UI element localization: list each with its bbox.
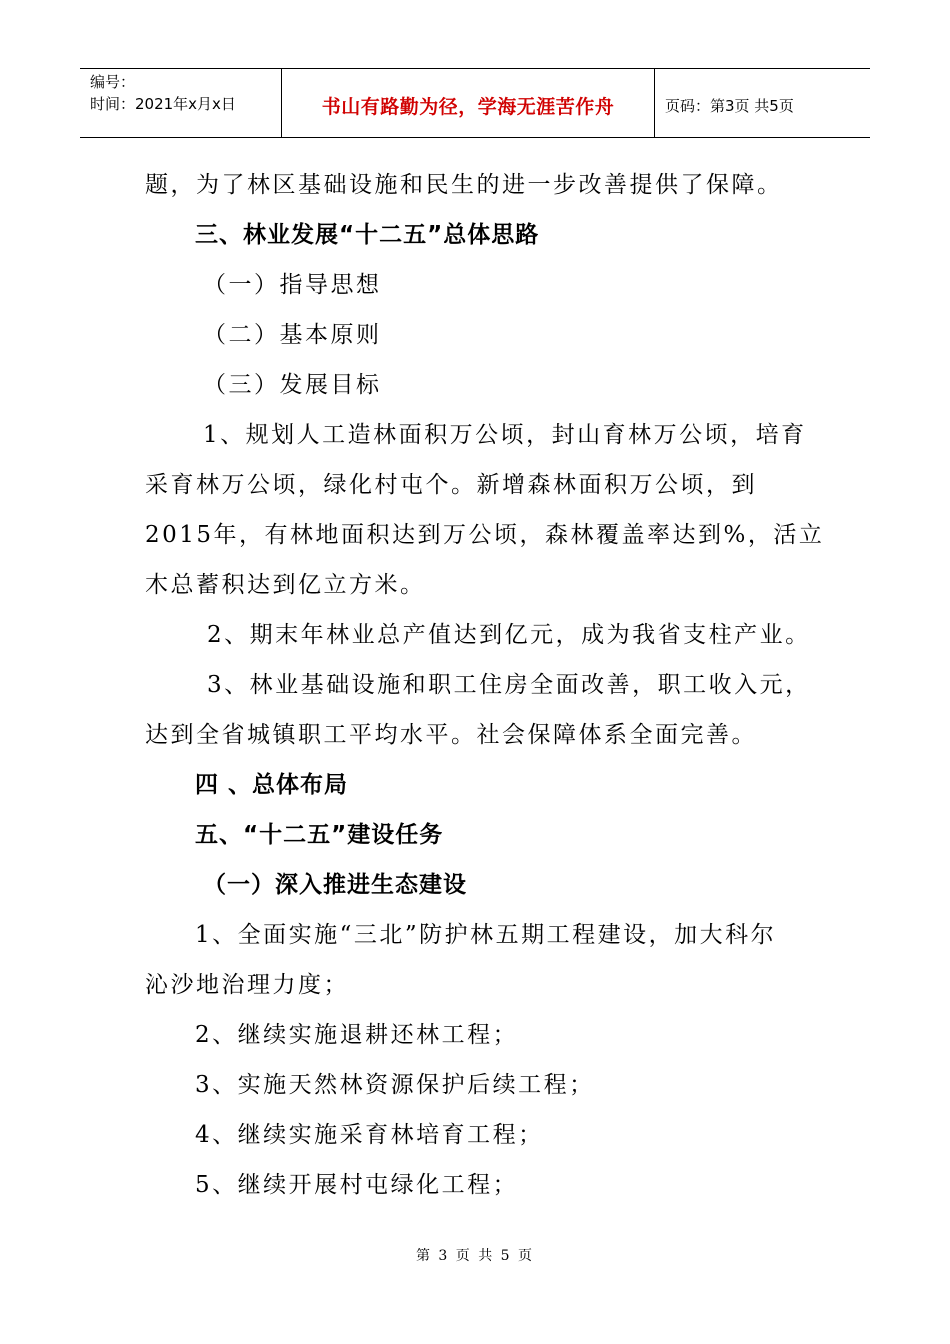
paragraph-line: 题，为了林区基础设施和民生的进一步改善提供了保障。 bbox=[145, 172, 783, 198]
subsection-heading: （二）基本原则 bbox=[203, 322, 382, 348]
paragraph-line: 1、规划人工造林面积万公顷，封山育林万公顷，培育 bbox=[203, 422, 807, 448]
paragraph-line: 采育林万公顷，绿化村屯个。新增森林面积万公顷，到 bbox=[145, 472, 757, 498]
paragraph-line: 达到全省城镇职工平均水平。社会保障体系全面完善。 bbox=[145, 722, 757, 748]
paragraph-line: 3、林业基础设施和职工住房全面改善，职工收入元， bbox=[207, 672, 811, 698]
header-motto-cell bbox=[282, 69, 655, 137]
document-header bbox=[80, 68, 870, 138]
header-motto: 书山有路勤为径，学海无涯苦作舟 bbox=[321, 95, 615, 118]
subsection-heading: （三）发展目标 bbox=[203, 372, 382, 398]
paragraph-line: 2015年，有林地面积达到万公顷，森林覆盖率达到%，活立 bbox=[145, 522, 825, 548]
paragraph-line: 木总蓄积达到亿立方米。 bbox=[145, 572, 426, 598]
subsection-heading: （一）深入推进生态建设 bbox=[203, 872, 467, 898]
header-page-info: 页码：第3页 共5页 bbox=[665, 96, 794, 115]
list-item: 2、继续实施退耕还林工程； bbox=[195, 1022, 519, 1048]
document-time-label: 时间：2021年x月x日 bbox=[90, 95, 236, 113]
paragraph-line: 沁沙地治理力度； bbox=[145, 972, 349, 998]
list-item: 3、实施天然林资源保护后续工程； bbox=[195, 1072, 595, 1098]
section-heading: 五、“十二五”建设任务 bbox=[195, 822, 444, 848]
list-item: 5、继续开展村屯绿化工程； bbox=[195, 1172, 519, 1198]
document-number-label: 编号： bbox=[90, 73, 136, 91]
page-footer: 第 3 页 共 5 页 bbox=[415, 1248, 535, 1264]
document-body bbox=[145, 160, 825, 1210]
list-item: 1、全面实施“三北”防护林五期工程建设，加大科尔 bbox=[195, 922, 777, 948]
paragraph-line: 2、期末年林业总产值达到亿元，成为我省支柱产业。 bbox=[207, 622, 811, 648]
header-meta bbox=[80, 69, 282, 137]
list-item: 4、继续实施采育林培育工程； bbox=[195, 1122, 544, 1148]
section-heading: 四 、总体布局 bbox=[195, 772, 349, 798]
section-heading: 三、林业发展“十二五”总体思路 bbox=[195, 222, 540, 248]
subsection-heading: （一）指导思想 bbox=[203, 272, 382, 298]
